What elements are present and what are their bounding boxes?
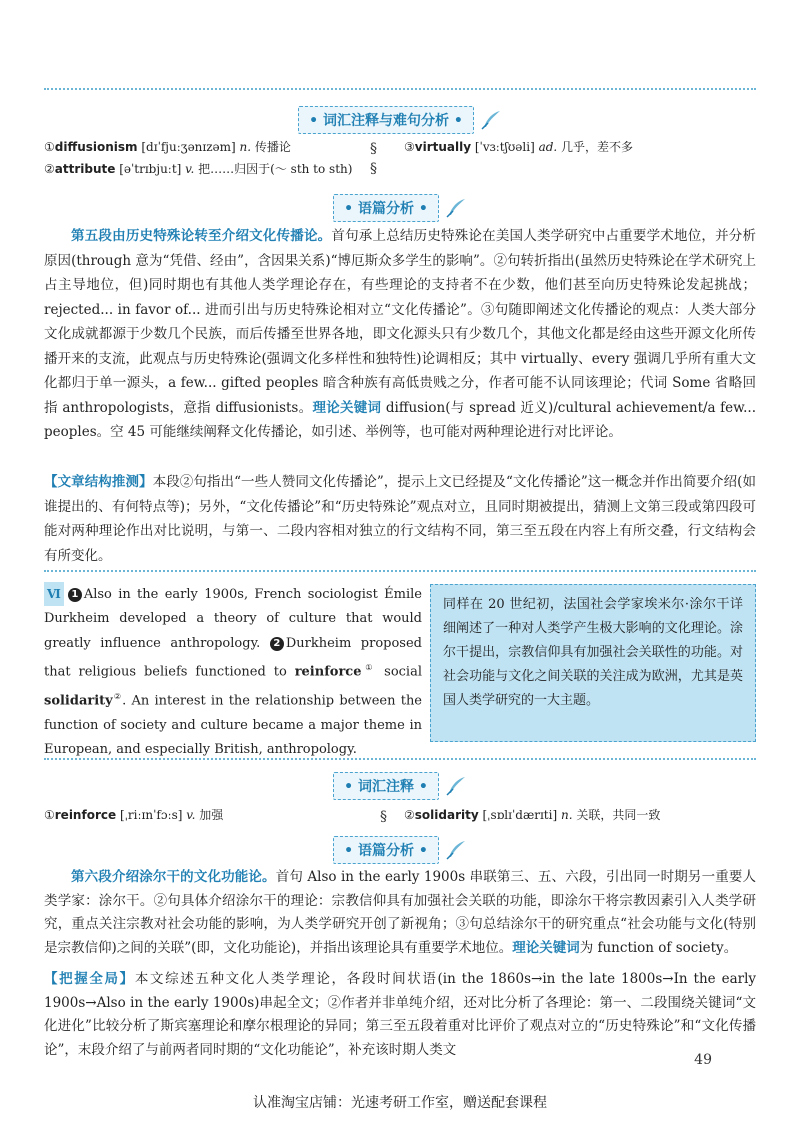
section-header-analysis xyxy=(0,836,800,864)
structure-label: 【文章结构推测】 xyxy=(44,474,153,490)
sentence: Also in the early 1900s, French sociologist Émile Durkheim developed a theory of culture that would greatly influence anthropology. xyxy=(44,587,422,651)
quill-icon xyxy=(445,775,467,797)
vocab-item xyxy=(404,804,660,826)
section-label: • 词汇注释 • xyxy=(333,772,439,800)
vocab-highlight: solidarity xyxy=(44,693,113,709)
footnote-marker: ② xyxy=(112,691,123,701)
vocab-pos: v. xyxy=(185,162,195,176)
page-number: 49 xyxy=(694,1052,712,1068)
quill-icon xyxy=(445,197,467,219)
vocab-number: ② xyxy=(44,162,55,176)
footnote-marker: ① xyxy=(361,663,377,673)
analysis-paragraph xyxy=(44,866,756,960)
vocab-number: ① xyxy=(44,808,55,822)
vocab-highlight: reinforce xyxy=(294,664,362,680)
analysis-text: 首句 Also in the early 1900s 串联第三、五、六段，引出同一时期另一重要人类学家：涂尔干。②句具体介绍涂尔干的理论：宗教信仰具有加强社会关联的功能，即涂尔干将宗教因素引入人类学研究，重点关注宗教对社会功能的影响，为人类学研究开创了新视角；③句总结涂尔干的研究重点“社会功能与文化(特别是宗教信仰)之间的关联”(即，文化功能论)，并指出该理论具有重要学术地位。 xyxy=(44,869,757,956)
vocab-item xyxy=(44,136,291,158)
paragraph-number: Ⅵ xyxy=(44,582,64,606)
quill-icon xyxy=(480,109,502,131)
structure-text: 本段②句指出“一些人赞同文化传播论”，提示上文已经提及“文化传播论”这一概念并作出简要介绍(如谁提出的、有何特点等)；另外，“文化传播论”和“历史特殊论”观点对立，且同时期被提出，猜测上文第三段或第四段可能对两种理论作出对比说明，与第一、二段内容相对独立的行文结构不同，第三至五段在内容上有所交叠，行文结构会有所变化。 xyxy=(44,474,757,564)
keyword-label: 理论关键词 xyxy=(512,939,580,956)
divider xyxy=(44,758,756,760)
vocab-word: virtually xyxy=(414,140,472,154)
keyword-label: 理论关键词 xyxy=(312,399,382,416)
divider xyxy=(44,88,756,90)
vocab-item xyxy=(44,158,352,180)
structure-paragraph xyxy=(44,470,756,568)
vocab-item xyxy=(44,804,223,826)
passage-text xyxy=(44,582,422,763)
vocab-phonetic: [əˈtrɪbjuːt] xyxy=(115,162,186,176)
vocab-definition: 关联，共同一致 xyxy=(572,808,661,822)
vocab-pos: n. xyxy=(560,808,573,822)
sentence: Durkheim proposed that religious beliefs functioned to xyxy=(44,635,422,680)
vocab-word: reinforce xyxy=(54,808,117,822)
vocab-list xyxy=(44,804,756,826)
analysis-text: 首句承上总结历史特殊论在美国人类学研究中占重要学术地位，并分析原因(through 意为“凭借、经由”，含因果关系)“博厄斯众多学生的影响”。②句转折指出(虽然历史特殊论在学术研究上占主导地位，但)同时期也有其他人类学理论存在，有些理论的支持者不在少数，他们甚至向历史特殊论发起挑战；rejected... in favor of... 进而引出与历史特殊论相对立“文化传播论”。③句随即阐述文化传播论的观点：人类大部分文化成就都源于少数几个民族，而后传播至世界各地，即文化源头只有少数几个，其他文化都是经由这些开源文化所传播开来的支流，此观点与历史特殊论(强调文化多样性和独特性)论调相反；其中 virtually、every 强调几乎所有重大文化都归于单一源头，a few... gifted peoples 暗含种族有高低贵贱之分，作者可能不认同该理论；代词 Some 省略回指 anthropologists，意指 diffusionists。 xyxy=(44,228,757,416)
vocab-item xyxy=(404,136,633,158)
vocab-phonetic: [dɪˈfjuːʒənɪzəm] xyxy=(137,140,240,154)
vocab-phonetic: [ˈvɜːtʃʊəli] xyxy=(471,140,539,154)
brace-divider: § xyxy=(370,141,377,157)
section-label: • 词汇注释与难句分析 • xyxy=(298,106,474,134)
overall-label: 【把握全局】 xyxy=(44,971,135,987)
section-header-vocab xyxy=(0,772,800,800)
analysis-text: diffusion(与 spread 近义)/cultural achievement/a few... peoples。空 45 可能继续阐释文化传播论，如引述、举例等，也可能对两种理论进行对比评论。 xyxy=(44,399,756,440)
section-header-analysis xyxy=(0,194,800,222)
vocab-pos: ad. xyxy=(538,140,558,154)
vocab-word: solidarity xyxy=(414,808,479,822)
section-header-vocab-difficult xyxy=(0,106,800,134)
vocab-number: ③ xyxy=(404,140,415,154)
analysis-text: 为 function of society。 xyxy=(579,939,738,956)
sentence: . An interest in the relationship between the function of society and culture became a major theme in European, and especially British, anthropology. xyxy=(44,693,423,758)
quill-icon xyxy=(445,839,467,861)
sentence-marker: 1 xyxy=(68,588,82,602)
translation-box: 同样在 20 世纪初，法国社会学家埃米尔·涂尔干详细阐述了一种对人类学产生极大影响的文化理论。涂尔干提出，宗教信仰具有加强社会关联性的功能。对社会功能与文化之间关联的关注成为欧洲，尤其是英国人类学研究的一大主题。 xyxy=(430,584,756,742)
vocab-phonetic: [ˌriːɪnˈfɔːs] xyxy=(116,808,187,822)
analysis-paragraph xyxy=(44,224,756,445)
vocab-definition: 把……归因于(～ sth to sth) xyxy=(194,162,353,176)
vocab-number: ① xyxy=(44,140,55,154)
section-label: • 语篇分析 • xyxy=(333,836,439,864)
vocab-list xyxy=(44,136,756,180)
vocab-definition: 加强 xyxy=(195,808,224,822)
section-label: • 语篇分析 • xyxy=(333,194,439,222)
overall-paragraph xyxy=(44,968,756,1062)
vocab-word: diffusionism xyxy=(54,140,138,154)
vocab-pos: n. xyxy=(239,140,252,154)
footer-text: 认准淘宝店铺：光速考研工作室，赠送配套课程 xyxy=(253,1095,547,1111)
vocab-number: ② xyxy=(404,808,415,822)
overall-text: 本文综述五种文化人类学理论，各段时间状语(in the 1860s→in the late 1800s→In the early 1900s→Also in the early 1900s)串起全文；②作者并非单纯介绍，还对比分析了各理论：第一、二段围绕关键词“文化进化”比较分析了斯宾塞理论和摩尔根理论的异同；第三至五段着重对比评价了观点对立的“历史特殊论”和“文化传播论”，末段介绍了与前两者同时期的“文化功能论”，补充该时期人类文 xyxy=(44,971,757,1058)
vocab-pos: v. xyxy=(186,808,196,822)
vocab-word: attribute xyxy=(54,162,116,176)
passage-section xyxy=(44,570,756,758)
analysis-lead: 第五段由历史特殊论转至介绍文化传播论。 xyxy=(71,228,332,244)
vocab-definition: 传播论 xyxy=(251,140,291,154)
analysis-lead: 第六段介绍涂尔干的文化功能论。 xyxy=(71,869,276,885)
sentence: social xyxy=(376,664,422,680)
brace-divider: § xyxy=(380,809,387,825)
sentence-marker: 2 xyxy=(270,637,284,651)
vocab-phonetic: [ˌsɒlɪˈdærɪti] xyxy=(478,808,561,822)
vocab-definition: 几乎，差不多 xyxy=(557,140,634,154)
brace-divider: § xyxy=(370,161,377,177)
